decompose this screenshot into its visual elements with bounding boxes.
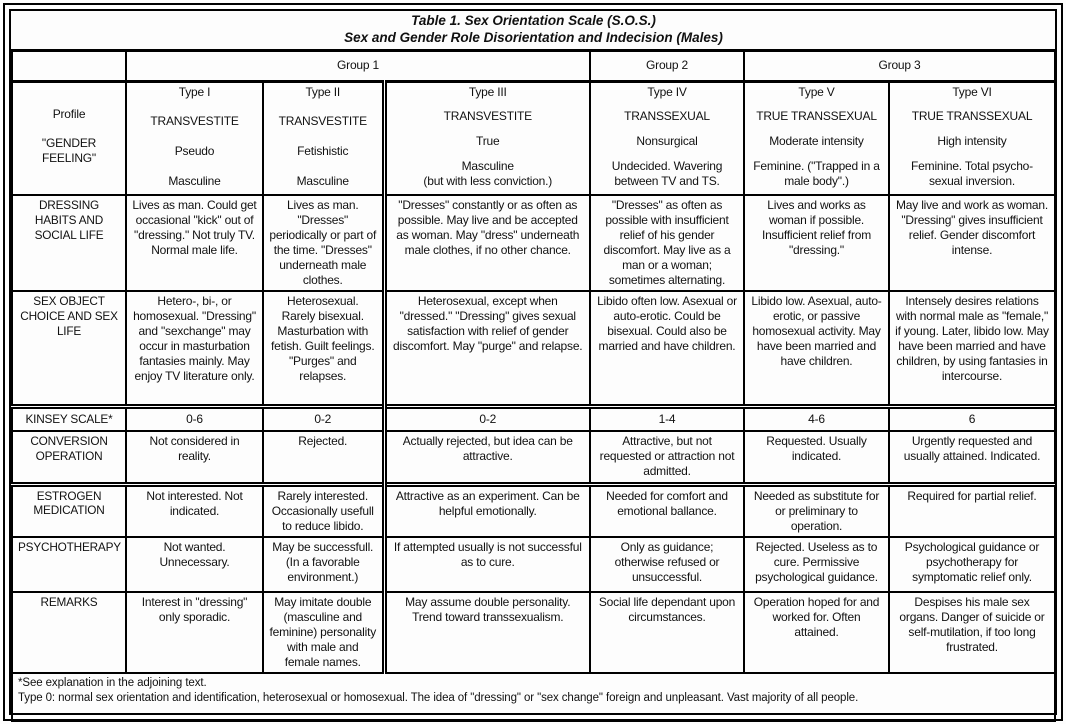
- table-title-line1: Table 1. Sex Orientation Scale (S.O.S.): [411, 13, 656, 28]
- page-border-frame: [3, 3, 1063, 721]
- profile-label: Profile: [52, 107, 86, 122]
- group-header-row: [12, 50, 1055, 81]
- table-cell: Needed as substitute for or preliminary to operation.: [744, 484, 889, 537]
- table-row-kinsey-scale: [12, 406, 1055, 431]
- row-label-profile: [12, 81, 126, 195]
- type-subtitle: Nonsurgical: [636, 134, 698, 149]
- table-cell: Urgently requested and usually attained. Indicated.: [889, 431, 1055, 484]
- table-row-remarks: [12, 592, 1055, 673]
- sex-orientation-scale-table: [11, 11, 1056, 722]
- table-cell: Despises his male sex organs. Danger of suicide or self-mutilation, if too long frustrated.: [889, 592, 1055, 673]
- type-feeling: [392, 159, 585, 189]
- table-row-psychotherapy: [12, 537, 1055, 592]
- table-row-sex-object-choice: [12, 291, 1055, 406]
- table-cell: Attractive, but not requested or attraction not admitted.: [590, 431, 744, 484]
- table-cell: Interest in "dressing" only sporadic.: [126, 592, 263, 673]
- table-row-conversion-operation: [12, 431, 1055, 484]
- table-cell: 6: [889, 406, 1055, 431]
- type-subtitle: True: [476, 134, 500, 149]
- table-cell: Requested. Usually indicated.: [744, 431, 889, 484]
- table-cell: Operation hoped for and worked for. Often attained.: [744, 592, 889, 673]
- type-id: Type IV: [647, 84, 687, 99]
- type-feeling: Masculine: [168, 173, 221, 188]
- type-id: Type I: [178, 84, 211, 99]
- type-id: Type III: [468, 84, 507, 99]
- table-cell: Heterosexual. Rarely bisexual. Masturbation with fetish. Guilt feelings. "Purges" and relapses.: [263, 291, 384, 406]
- table-cell: Rejected.: [263, 431, 384, 484]
- table-cell: May be successfull. (In a favorable environment.): [263, 537, 384, 592]
- type-id: Type II: [305, 84, 341, 99]
- table-cell: Social life dependant upon circumstances.: [590, 592, 744, 673]
- row-label: CONVERSION OPERATION: [12, 431, 126, 484]
- table-cell: "Dresses" as often as possible with insufficient relief of his gender discomfort. May live as a man or a woman; sometimes alternating.: [590, 195, 744, 291]
- table-cell: Not considered in reality.: [126, 431, 263, 484]
- table-cell: Intensely desires relations with normal male as "female," if young. Later, libido low. May have been married and have children, by using fantasies in intercourse.: [889, 291, 1055, 406]
- row-label: KINSEY SCALE*: [12, 406, 126, 431]
- type-name: TRUE TRANSSEXUAL: [756, 109, 877, 124]
- table-cell: Heterosexual, except when "dressed." "Dressing" gives sexual satisfaction with relief of gender discomfort. May "purge" and relapse.: [384, 291, 590, 406]
- group-header-2: Group 2: [590, 50, 744, 81]
- table-cell: Actually rejected, but idea can be attractive.: [384, 431, 590, 484]
- type-feeling: Feminine. ("Trapped in a male body".): [753, 158, 880, 188]
- footnote-asterisk: *See explanation in the adjoining text.: [18, 677, 207, 690]
- table-title-line2: Sex and Gender Role Disorientation and Indecision (Males): [344, 29, 723, 45]
- type-subtitle: High intensity: [937, 134, 1007, 149]
- table-cell: Lives and works as woman if possible. Insufficient relief from "dressing.": [744, 195, 889, 291]
- table-cell: Needed for comfort and emotional ballance.: [590, 484, 744, 537]
- type-feeling: Feminine. Total psycho-sexual inversion.: [911, 158, 1033, 188]
- table-cell: Libido often low. Asexual or auto-erotic. Could be bisexual. Could also be married and have children.: [590, 291, 744, 406]
- table-cell: 0-2: [263, 406, 384, 431]
- table-cell: Rejected. Useless as to cure. Permissive psychological guidance.: [744, 537, 889, 592]
- type-feeling: Masculine: [296, 173, 349, 188]
- table-cell: If attempted usually is not successful as to cure.: [384, 537, 590, 592]
- table-cell: Libido low. Asexual, auto-erotic, or passive homosexual activity. May have been married and have children.: [744, 291, 889, 406]
- table-row-dressing-habits: [12, 195, 1055, 291]
- type-subtitle: Fetishistic: [297, 144, 349, 159]
- type-subtitle: Pseudo: [174, 144, 215, 159]
- type-subtitle: Moderate intensity: [769, 134, 864, 149]
- table-cell: Not interested. Not indicated.: [126, 484, 263, 537]
- type-name: TRANSSEXUAL: [624, 109, 710, 124]
- type-feeling-line1: Masculine: [461, 158, 514, 173]
- table-cell: May imitate double (masculine and feminine) personality with male and female names.: [263, 592, 384, 673]
- type-name: TRANSVESTITE: [150, 114, 239, 129]
- type-name: TRANSVESTITE: [443, 109, 532, 124]
- row-label: REMARKS: [12, 592, 126, 673]
- type-id: Type V: [798, 84, 835, 99]
- row-label: ESTROGEN MEDICATION: [12, 484, 126, 537]
- table-cell: 0-2: [384, 406, 590, 431]
- table-title: [12, 11, 1055, 50]
- profile-cell-type3: [384, 81, 590, 195]
- table-cell: Psychological guidance or psychotherapy for symptomatic relief only.: [889, 537, 1055, 592]
- table-cell: May live and work as woman. "Dressing" gives insufficient relief. Gender discomfort intense.: [889, 195, 1055, 291]
- table-cell: Lives as man. "Dresses" periodically or part of the time. "Dresses" underneath male clothes.: [263, 195, 384, 291]
- row-label: PSYCHOTHERAPY: [12, 537, 126, 592]
- table-cell: Required for partial relief.: [889, 484, 1055, 537]
- table-cell: Not wanted. Unnecessary.: [126, 537, 263, 592]
- table-border-frame: [9, 9, 1057, 715]
- footnote-row: [12, 673, 1055, 721]
- profile-cell-type2: [263, 81, 384, 195]
- row-label: DRESSING HABITS AND SOCIAL LIFE: [12, 195, 126, 291]
- table-cell: Hetero-, bi-, or homosexual. "Dressing" and "sexchange" may occur in masturbation fantasies mainly. May enjoy TV literature only.: [126, 291, 263, 406]
- group-header-3: Group 3: [744, 50, 1055, 81]
- profile-cell-type6: [889, 81, 1055, 195]
- table-cell: 1-4: [590, 406, 744, 431]
- profile-cell-type1: [126, 81, 263, 195]
- table-cell: 0-6: [126, 406, 263, 431]
- table-cell: Lives as man. Could get occasional "kick" out of "dressing." Not truly TV. Normal male life.: [126, 195, 263, 291]
- table-cell: Rarely interested. Occasionally usefull to reduce libido.: [263, 484, 384, 537]
- type-id: Type VI: [952, 84, 992, 99]
- table-row-estrogen-medication: [12, 484, 1055, 537]
- profile-cell-type5: [744, 81, 889, 195]
- table-cell: "Dresses" constantly or as often as possible. May live and be accepted as woman. May "dress" underneath male clothes, if no other chance.: [384, 195, 590, 291]
- table-cell: Attractive as an experiment. Can be helpful emotionally.: [384, 484, 590, 537]
- empty-corner-cell: [12, 50, 126, 81]
- type-feeling: Undecided. Wavering between TV and TS.: [611, 158, 723, 188]
- type-name: TRANSVESTITE: [278, 114, 367, 129]
- gender-feeling-label: "GENDER FEELING": [41, 136, 97, 166]
- table-cell: 4-6: [744, 406, 889, 431]
- type-name: TRUE TRANSSEXUAL: [911, 109, 1033, 124]
- type-feeling-line2: (but with less conviction.): [423, 173, 553, 188]
- table-cell: May assume double personality. Trend toward transsexualism.: [384, 592, 590, 673]
- profile-row: [12, 81, 1055, 195]
- table-cell: Only as guidance; otherwise refused or unsuccessful.: [590, 537, 744, 592]
- footnote-type0: Type 0: normal sex orientation and identification, heterosexual or homosexual. The idea of "dressing" or "sex change" foreign and unpleasant. Vast majority of all people.: [18, 691, 859, 704]
- group-header-1: Group 1: [126, 50, 590, 81]
- table-title-row: [12, 11, 1055, 50]
- row-label: SEX OBJECT CHOICE AND SEX LIFE: [12, 291, 126, 406]
- footnotes: [12, 673, 1055, 721]
- profile-cell-type4: [590, 81, 744, 195]
